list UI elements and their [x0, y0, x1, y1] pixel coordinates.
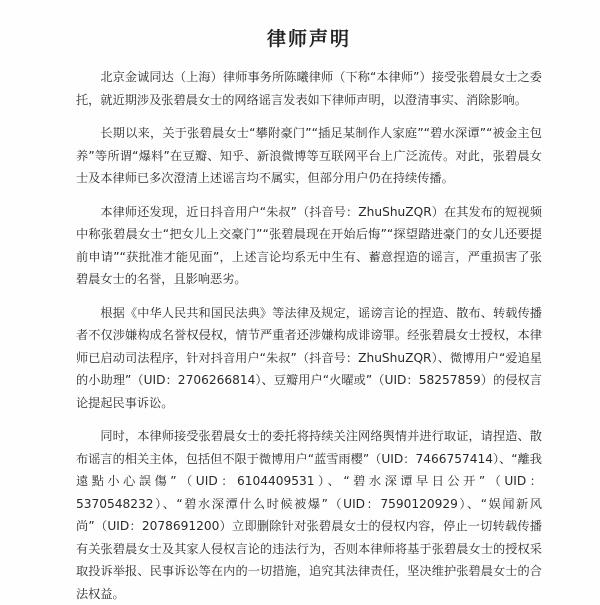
document-title: 律师声明: [266, 28, 351, 50]
paragraph-douyin-user: 本律师还发现，近日抖音用户“朱叔”（抖音号：ZhuShuZQR）在其发布的短视频中称张碧晨女士“把女儿上交豪门”“张碧晨现在开始后悔”“探望踏进豪门的女儿还要提前申请”“获批准才能见面”，上述言论均系无中生有、蓄意捏造的谣言，严重损害了张碧晨女士的名誉，且影响恶劣。: [76, 204, 542, 286]
paragraph-rumors: 长期以来，关于张碧晨女士“攀附豪门”“插足某制作人家庭”“碧水深谭”“被金主包养”等所谓“爆料”在豆瓣、知乎、新浪微博等互联网平台上广泛流传。对此，张碧晨女士及本律师已多次澄清上述谣言均不属实，但部分用户仍在持续传播。: [76, 126, 542, 185]
paragraph-intro: 北京金诚同达（上海）律师事务所陈曦律师（下称“本律师”）接受张碧晨女士之委托，就近期涉及张碧晨女士的网络谣言发表如下律师声明，以澄清事实、消除影响。: [76, 70, 542, 107]
paragraph-legal-basis: 根据《中华人民共和国民法典》等法律及规定，谣谤言论的捏造、散布、转载传播者不仅涉嫌构成名誉权侵权，情节严重者还涉嫌构成诽谤罪。经张碧晨女士授权，本律师已启动司法程序，针对抖音用户“朱叔”（抖音号：ZhuShuZQR）、微博用户“爱追星的小助理”（UID：2706266814）、豆瓣用户“火曜或”（UID：58257859）的侵权言论提起民事诉讼。: [76, 305, 542, 410]
paragraph-further-action: 同时，本律师接受张碧晨女士的委托将持续关注网络舆情并进行取证，请捏造、散布谣言的相关主体，包括但不限于微博用户“蓝雪雨樱”（UID：7466757414）、“離我遠點小心誤傷”（UID：6104409531）、“碧水深谭早日公开”（UID：5370548232）、“碧水深潭什么时候被爆”（UID：7590120929）、“娱闻新风尚”（UID：2078691200）立即删除针对张碧晨女士的侵权内容，停止一切转载传播有关张碧晨女士及其家人侵权言论的违法行为，否则本律师将基于张碧晨女士的授权采取投诉举报、民事诉讼等在内的一切措施，追究其法律责任，坚决维护张碧晨女士的合法权益。: [76, 429, 542, 601]
